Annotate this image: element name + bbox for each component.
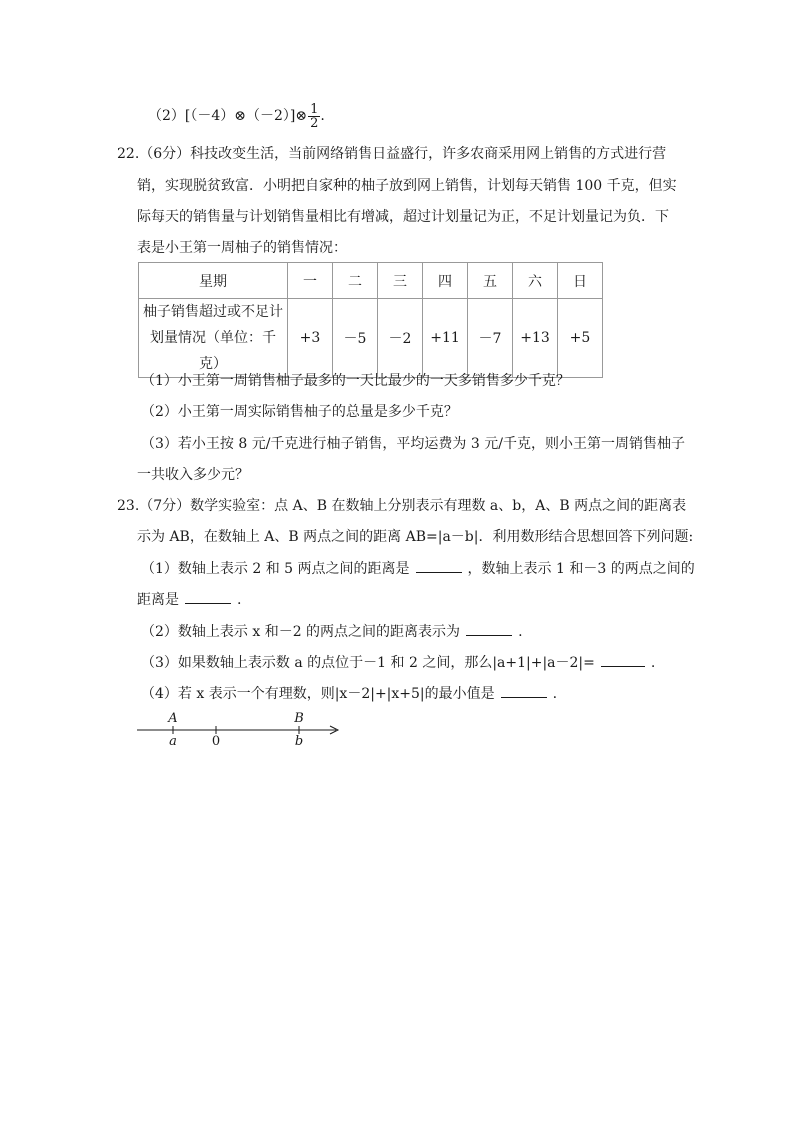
q23-intro-line-2: 示为 AB，在数轴上 A、B 两点之间的距离 AB=|a－b|．利用数形结合思想回答下列问题: <box>137 529 694 545</box>
q22-question-3: （3）若小王按 8 元/千克进行柚子销售，平均运费为 3 元/千克，则小王第一周销售柚子 <box>141 436 685 452</box>
answer-blank[interactable] <box>416 559 462 573</box>
table-cell: －2 <box>378 299 423 378</box>
table-day: 四 <box>423 263 468 299</box>
q23-part-1-text-3: 距离是 <box>137 592 179 608</box>
q23-part-4-text: （4）若 x 表示一个有理数，则|x－2|+|x+5|的最小值是 <box>141 686 495 702</box>
q23-part-3-text: （3）如果数轴上表示数 a 的点位于－1 和 2 之间，那么|a+1|+|a－2|= <box>141 655 595 671</box>
q23-part-2-text: （2）数轴上表示 x 和－2 的两点之间的距离表示为 <box>141 624 461 640</box>
table-header-row <box>139 263 603 299</box>
q23-part-1-cont <box>137 590 241 610</box>
table-row-label <box>139 299 288 378</box>
table-header-label: 星期 <box>139 263 288 299</box>
table-row <box>139 299 603 378</box>
table-cell: +13 <box>513 299 558 378</box>
answer-blank[interactable] <box>501 684 547 698</box>
value-label-b: b <box>294 734 304 749</box>
q22-line-4: 表是小王第一周柚子的销售情况： <box>137 240 347 256</box>
q23-part-1-text-2: ，数轴上表示 1 和－3 的两点之间的 <box>467 561 695 577</box>
table-day: 日 <box>558 263 603 299</box>
q21-part2-period: . <box>320 108 325 124</box>
q23-part-4 <box>141 684 557 704</box>
q23-part-2 <box>141 622 523 642</box>
q22-question-2: （2）小王第一周实际销售柚子的总量是多少千克？ <box>141 404 458 420</box>
sales-table <box>138 262 603 378</box>
q21-part2-expression: （2）[（－4）⊗（－2）]⊗ <box>148 108 308 124</box>
table-cell: +3 <box>288 299 333 378</box>
fraction-one-half <box>308 103 320 130</box>
q22-line-1: 22.（6分）科技改变生活，当前网络销售日益盛行，许多农商采用网上销售的方式进行营 <box>117 146 667 162</box>
table-cell: +5 <box>558 299 603 378</box>
point-label-A: A <box>168 711 178 726</box>
q23-part-2-period: . <box>518 624 523 640</box>
value-label-0: 0 <box>211 734 221 749</box>
row-label-line-1: 柚子销售超过或不足计 <box>143 304 283 320</box>
table-day: 五 <box>468 263 513 299</box>
fraction-denominator: 2 <box>310 115 319 131</box>
table-cell: +11 <box>423 299 468 378</box>
q23-part-1 <box>141 559 695 579</box>
q23-part-1-text: （1）数轴上表示 2 和 5 两点之间的距离是 <box>141 561 410 577</box>
q23-intro-line-1: 23.（7分）数学实验室：点 A、B 在数轴上分别表示有理数 a、b，A、B 两点之间的距离表 <box>117 498 687 514</box>
q22-line-3: 际每天的销售量与计划销售量相比有增减，超过计划量记为正，不足计划量记为负．下 <box>137 209 669 225</box>
value-label-a: a <box>169 734 177 749</box>
q22-question-1: （1）小王第一周销售柚子最多的一天比最少的一天多销售多少千克？ <box>141 373 570 389</box>
table-day: 一 <box>288 263 333 299</box>
row-label-line-2: 划量情况（单位：千克） <box>150 330 276 372</box>
arrow-head-icon <box>330 726 338 734</box>
q23-part-3-period: . <box>650 655 656 671</box>
table-cell: －7 <box>468 299 513 378</box>
q23-part-3 <box>141 653 655 673</box>
answer-blank[interactable] <box>466 622 512 636</box>
answer-blank[interactable] <box>601 653 645 667</box>
q22-question-3-cont: 一共收入多少元？ <box>137 467 249 483</box>
q23-part-1-period: . <box>237 592 242 608</box>
fraction-numerator: 1 <box>310 101 319 117</box>
table-day: 六 <box>513 263 558 299</box>
table-day: 二 <box>333 263 378 299</box>
q23-part-4-period: . <box>552 686 558 702</box>
table-day: 三 <box>378 263 423 299</box>
q21-part2 <box>148 101 325 131</box>
answer-blank[interactable] <box>185 590 231 604</box>
table-cell: －5 <box>333 299 378 378</box>
q22-line-2: 销，实现脱贫致富．小明把自家种的柚子放到网上销售，计划每天销售 100 千克，但实 <box>137 178 677 194</box>
point-label-B: B <box>294 711 304 726</box>
